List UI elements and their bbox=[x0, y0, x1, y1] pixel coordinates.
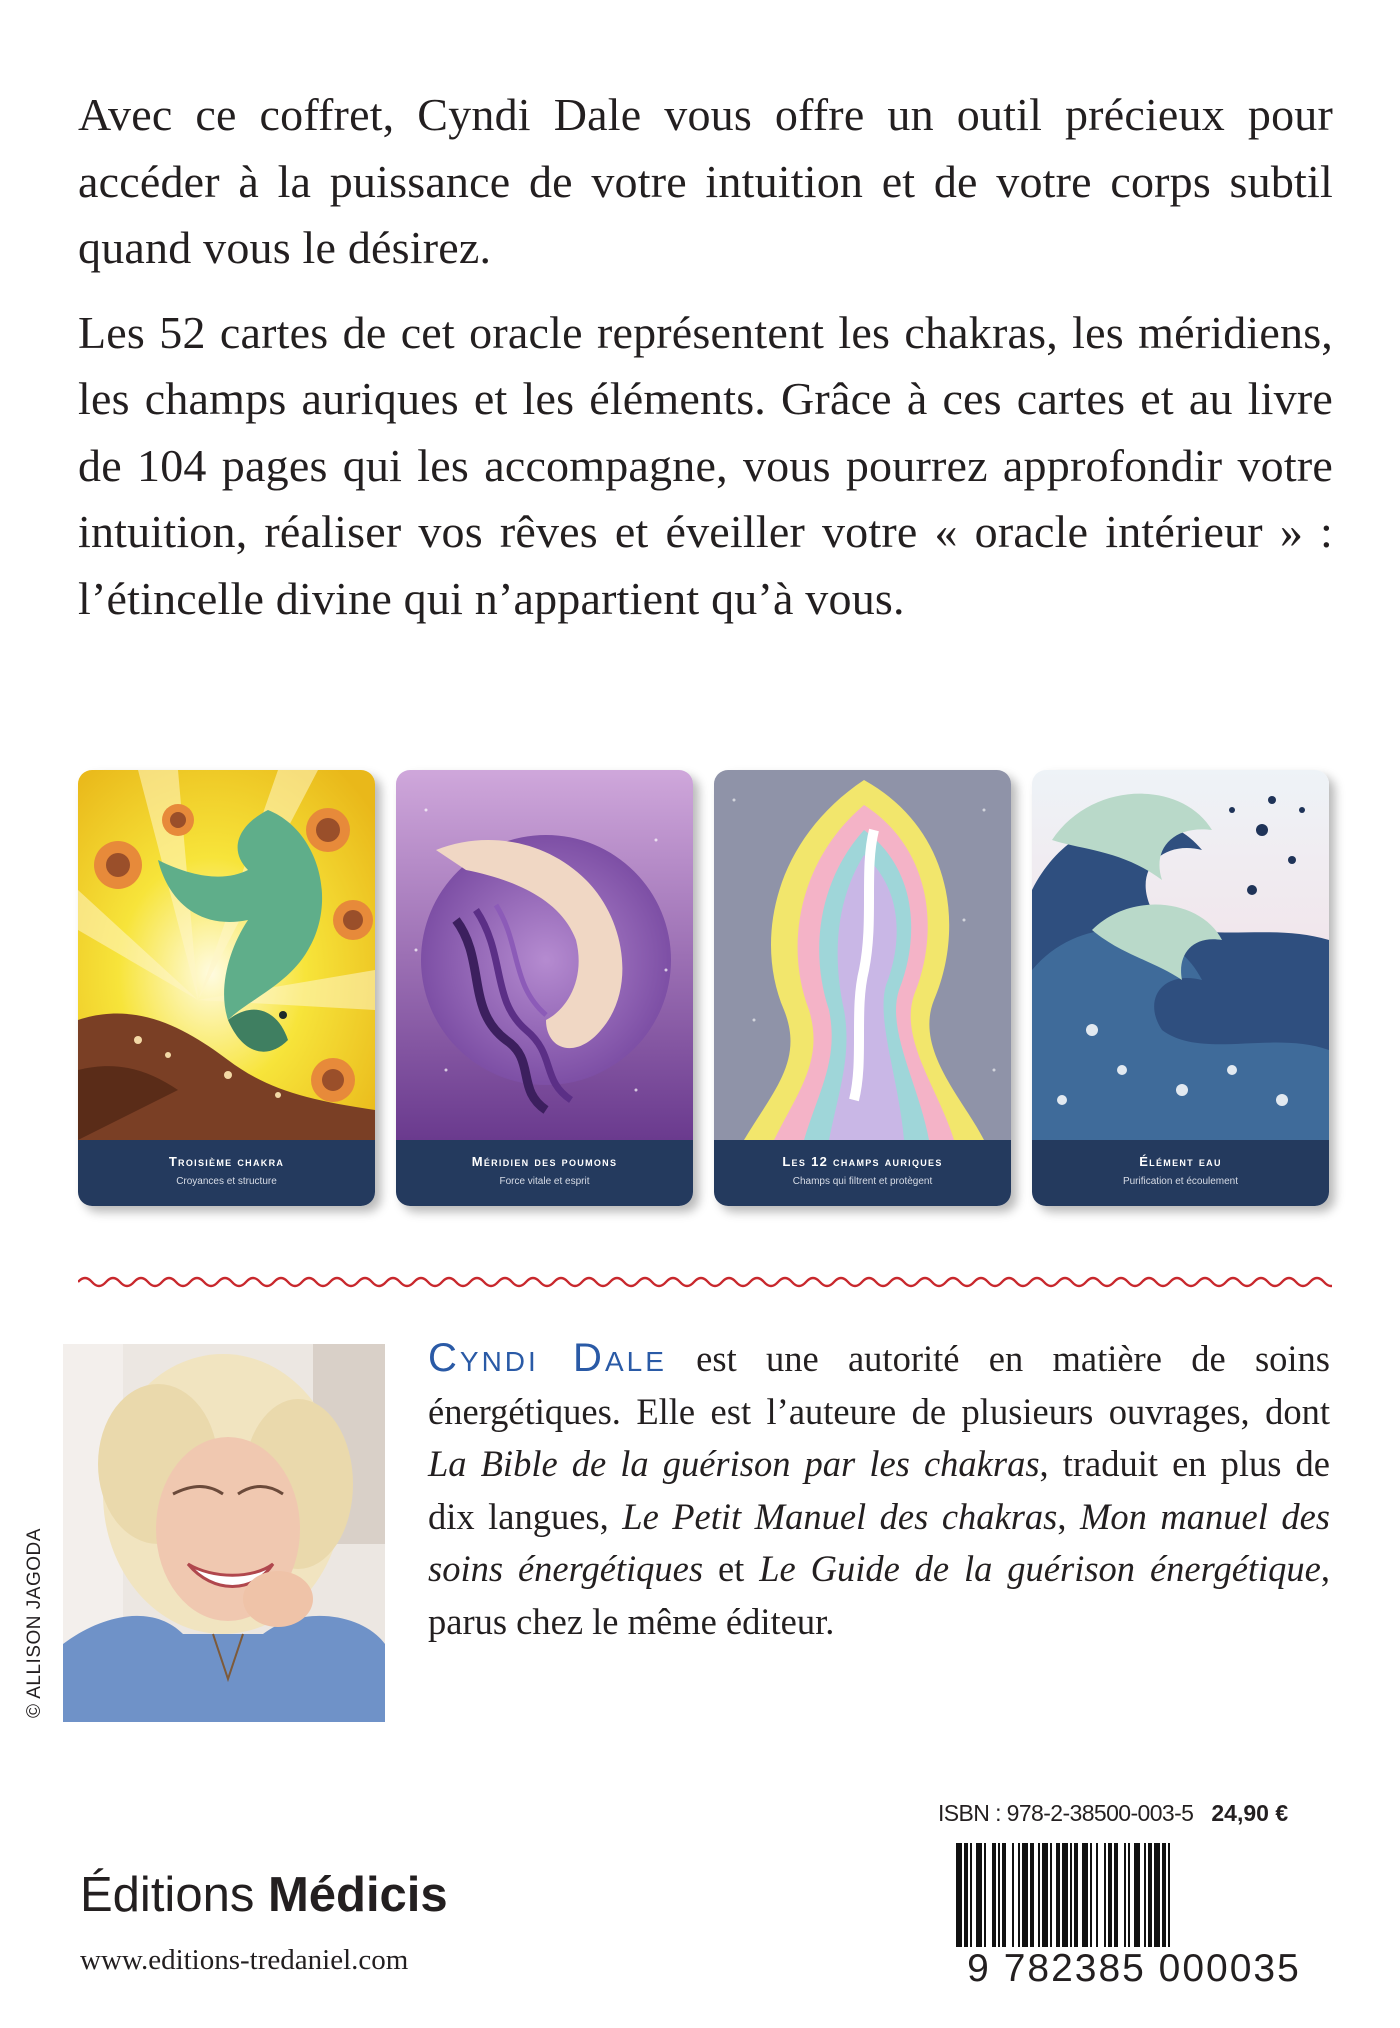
bio-text: , traduit en plus de dix langues, bbox=[428, 1443, 1330, 1537]
card-title: Troisième chakra bbox=[168, 1154, 285, 1169]
figure-icon bbox=[396, 770, 693, 1140]
card-caption bbox=[1032, 1140, 1329, 1206]
card-title: Élément eau bbox=[1139, 1154, 1222, 1169]
card-caption bbox=[714, 1140, 1011, 1206]
author-bio bbox=[428, 1332, 1330, 1648]
card-subtitle: Croyances et structure bbox=[176, 1176, 277, 1187]
intro-paragraph-2: Les 52 cartes de cet oracle représentent les chakras, les méridiens, les champs auriques et les éléments. Grâce à ces cartes et au livre de 104 pages qui les accompagne, vous pourrez approfondir votre intuition, réaliser vos rêves et éveiller votre « oracle intérieur » : l’étincelle divine qui n’appartient qu’à vous. bbox=[78, 306, 1333, 624]
publisher-website: www.editions-tredaniel.com bbox=[80, 1944, 409, 1976]
card-caption bbox=[396, 1140, 693, 1206]
intro-text bbox=[78, 82, 1333, 632]
wave-icon bbox=[1032, 770, 1329, 1140]
barcode-digits: 9 782385 000035 bbox=[938, 1947, 1330, 1991]
publisher-logo bbox=[80, 1867, 448, 1923]
book-title: Mon manuel des soins énergétiques bbox=[428, 1495, 1330, 1589]
card-title: Méridien des poumons bbox=[471, 1154, 618, 1169]
publisher-prefix: Éditions bbox=[80, 1868, 268, 1922]
card-gallery bbox=[78, 770, 1330, 1210]
card-caption bbox=[78, 1140, 375, 1206]
card-subtitle: Purification et écoulement bbox=[1122, 1176, 1239, 1187]
bio-text: et bbox=[703, 1548, 760, 1589]
bio-text: , parus chez le même éditeur. bbox=[428, 1548, 1330, 1642]
aura-icon bbox=[714, 770, 1011, 1140]
isbn-number: ISBN : 978-2-38500-003-5 bbox=[938, 1800, 1194, 1826]
card-les-12-champs-auriques bbox=[714, 770, 1011, 1206]
bio-text: , bbox=[1057, 1495, 1080, 1537]
card-subtitle: Force vitale et esprit bbox=[499, 1176, 590, 1187]
card-subtitle: Champs qui filtrent et protègent bbox=[792, 1176, 933, 1187]
card-troisieme-chakra bbox=[78, 770, 375, 1206]
publisher-name: Médicis bbox=[267, 1868, 448, 1922]
book-title: La Bible de la guérison par les chakras bbox=[428, 1443, 1040, 1484]
author-photo bbox=[63, 1344, 385, 1722]
bio-text: est une autorité en matière de soins énergétiques. Elle est l’auteure de plusieurs ouvrages, dont bbox=[428, 1338, 1330, 1432]
photo-credit: © ALLISON JAGODA bbox=[24, 1528, 45, 1718]
card-title: Les 12 champs auriques bbox=[782, 1154, 943, 1169]
wavy-divider bbox=[78, 1270, 1332, 1294]
card-meridien-des-poumons bbox=[396, 770, 693, 1206]
author-name: Cyndi Dale bbox=[428, 1336, 667, 1380]
price: 24,90 € bbox=[1211, 1800, 1289, 1826]
barcode-icon bbox=[938, 1843, 1330, 1963]
intro-paragraph-1: Avec ce coffret, Cyndi Dale vous offre un outil précieux pour accéder à la puissance de votre intuition et de votre corps subtil quand vous le désirez. bbox=[78, 89, 1333, 273]
book-title: Le Petit Manuel des chakras bbox=[622, 1495, 1058, 1537]
card-element-eau bbox=[1032, 770, 1329, 1206]
bird-icon bbox=[78, 770, 375, 1140]
author-portrait-icon bbox=[63, 1344, 385, 1722]
book-title: Le Guide de la guérison énergétique bbox=[759, 1548, 1321, 1589]
isbn-line bbox=[938, 1800, 1288, 1827]
